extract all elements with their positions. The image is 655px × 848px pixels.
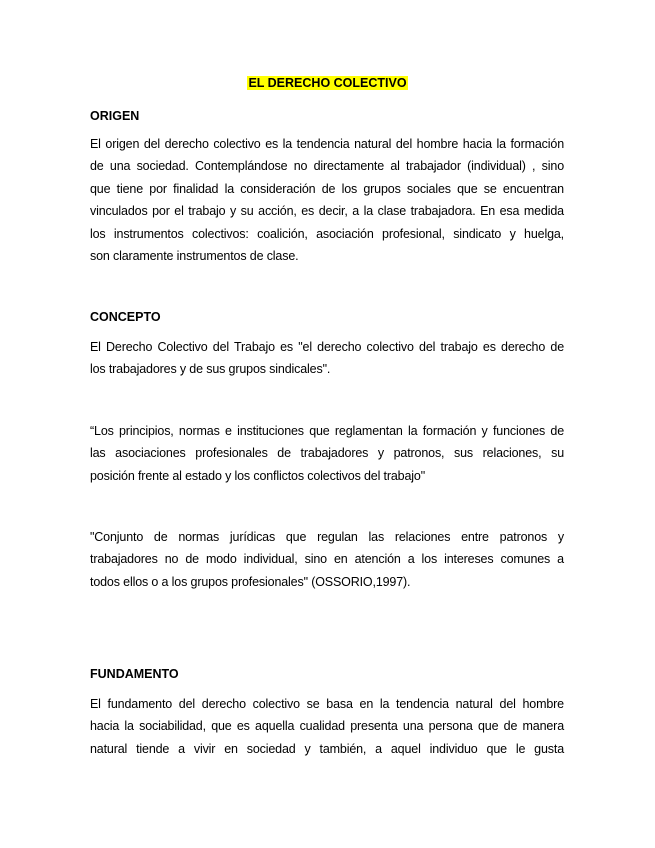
text-line: El Derecho Colectivo del Trabajo es "el derecho colectivo del trabajo es derecho de [90,340,564,354]
text-line: posición frente al estado y los conflictos colectivos del trabajo" [90,468,425,483]
text-line: todos ellos o a los grupos profesionales" (OSSORIO,1997). [90,574,411,589]
paragraph-concepto-2 [90,420,564,487]
document-title [0,75,655,91]
text-line: El origen del derecho colectivo es la tendencia natural del hombre hacia la formación [90,137,564,151]
text-line: El fundamento del derecho colectivo se basa en la tendencia natural del hombre [90,697,564,711]
text-line: hacia la sociabilidad, que es aquella cualidad presenta una persona que de manera [90,719,564,734]
text-line: vinculados por el trabajo y su acción, es decir, a la clase trabajadora. En esa medida [90,204,564,219]
document-title-text: EL DERECHO COLECTIVO [248,76,407,90]
section-heading-fundamento: FUNDAMENTO [90,667,179,681]
text-line: natural tiende a vivir en sociedad y también, a aquel individuo que le gusta [90,741,564,756]
text-line: las asociaciones profesionales de trabajadores y patronos, sus relaciones, su [90,446,564,461]
text-line: trabajadores no de modo individual, sino en atención a los intereses comunes a [90,552,564,567]
text-line: "Conjunto de normas jurídicas que regulan las relaciones entre patronos y [90,530,564,544]
text-line: son claramente instrumentos de clase. [90,249,299,264]
paragraph-concepto-1 [90,336,564,381]
text-line: “Los principios, normas e instituciones que reglamentan la formación y funciones de [90,424,564,438]
paragraph-origen [90,133,564,267]
paragraph-fundamento [90,693,564,760]
text-line: los instrumentos colectivos: coalición, asociación profesional, sindicato y huelga, [90,226,564,241]
text-line: de una sociedad. Contemplándose no directamente al trabajador (individual) , sino [90,159,564,174]
text-line: los trabajadores y de sus grupos sindicales". [90,362,331,377]
section-heading-concepto: CONCEPTO [90,310,161,324]
section-heading-origen: ORIGEN [90,109,140,123]
paragraph-concepto-3 [90,526,564,593]
text-line: que tiene por finalidad la consideración de los grupos sociales que se encuentran [90,181,564,196]
